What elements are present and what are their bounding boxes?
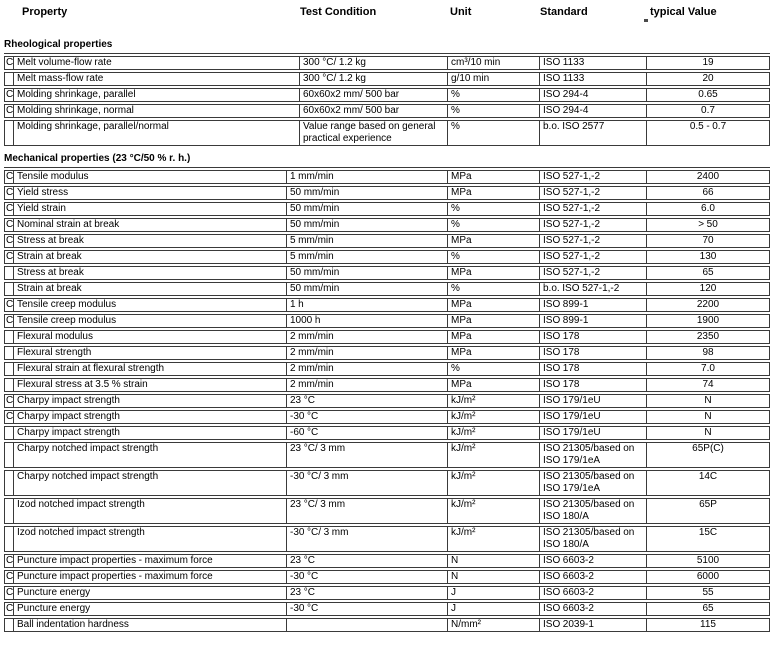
test-condition-cell: -30 °C <box>287 602 448 616</box>
property-cell: Flexural strength <box>14 346 287 360</box>
standard-cell: ISO 527-1,-2 <box>540 202 647 216</box>
unit-cell: % <box>448 104 540 118</box>
column-header-property: Property <box>22 6 68 18</box>
campus-flag-cell: C <box>6 411 14 422</box>
table-row <box>4 266 770 280</box>
table-row <box>4 218 770 232</box>
property-cell: Flexural strain at flexural strength <box>14 362 287 376</box>
typical-value-cell: 0.65 <box>647 88 770 102</box>
column-header-test-condition: Test Condition <box>300 6 377 18</box>
unit-cell: % <box>448 88 540 102</box>
property-section <box>4 153 770 634</box>
table-row <box>4 330 770 344</box>
unit-cell: % <box>448 202 540 216</box>
test-condition-cell: 60x60x2 mm/ 500 bar <box>300 88 448 102</box>
table-row <box>4 410 770 424</box>
standard-cell: ISO 527-1,-2 <box>540 170 647 184</box>
campus-flag-cell: C <box>6 315 14 326</box>
campus-flag-cell: C <box>6 395 14 406</box>
standard-cell: ISO 21305/based on ISO 180/A <box>540 498 647 524</box>
campus-flag-cell: C <box>6 187 14 198</box>
unit-cell: % <box>448 362 540 376</box>
property-cell: Charpy impact strength <box>14 410 287 424</box>
campus-flag-cell: C <box>6 555 14 566</box>
campus-flag-cell <box>4 470 14 496</box>
unit-cell: MPa <box>448 186 540 200</box>
table-row <box>4 378 770 392</box>
property-cell: Melt volume-flow rate <box>14 56 300 70</box>
table-row <box>4 56 770 70</box>
table-row <box>4 602 770 616</box>
test-condition-cell: 2 mm/min <box>287 378 448 392</box>
campus-flag-cell: C <box>6 203 14 214</box>
campus-flag-cell <box>4 330 14 344</box>
typical-value-cell: 120 <box>647 282 770 296</box>
typical-value-cell: 20 <box>647 72 770 86</box>
property-cell: Yield stress <box>14 186 287 200</box>
campus-flag-cell <box>4 426 14 440</box>
unit-cell: MPa <box>448 298 540 312</box>
standard-cell: b.o. ISO 527-1,-2 <box>540 282 647 296</box>
property-table <box>4 54 770 148</box>
property-cell: Charpy impact strength <box>14 394 287 408</box>
property-section <box>4 39 770 148</box>
test-condition-cell: -30 °C <box>287 410 448 424</box>
standard-cell: ISO 6603-2 <box>540 602 647 616</box>
property-cell: Molding shrinkage, parallel/normal <box>14 120 300 146</box>
standard-cell: ISO 1133 <box>540 56 647 70</box>
campus-flag-cell <box>4 120 14 146</box>
typical-value-cell: 115 <box>647 618 770 632</box>
property-cell: Nominal strain at break <box>14 218 287 232</box>
standard-cell: ISO 899-1 <box>540 298 647 312</box>
typical-value-cell: 19 <box>647 56 770 70</box>
test-condition-cell: 23 °C/ 3 mm <box>287 498 448 524</box>
table-row <box>4 298 770 312</box>
unit-cell: J <box>448 602 540 616</box>
property-cell: Strain at break <box>14 250 287 264</box>
campus-flag-cell: C <box>6 57 14 68</box>
unit-cell: % <box>448 218 540 232</box>
artifact-dot <box>644 19 648 22</box>
standard-cell: ISO 6603-2 <box>540 570 647 584</box>
typical-value-cell: 6.0 <box>647 202 770 216</box>
test-condition-cell: Value range based on general practical experience <box>300 120 448 146</box>
test-condition-cell <box>287 618 448 632</box>
table-row <box>4 250 770 264</box>
property-cell: Stress at break <box>14 266 287 280</box>
unit-cell: N <box>448 554 540 568</box>
test-condition-cell: 50 mm/min <box>287 282 448 296</box>
typical-value-cell: 0.7 <box>647 104 770 118</box>
test-condition-cell: 23 °C <box>287 394 448 408</box>
campus-flag-cell <box>4 442 14 468</box>
test-condition-cell: 50 mm/min <box>287 186 448 200</box>
test-condition-cell: 50 mm/min <box>287 218 448 232</box>
property-cell: Tensile creep modulus <box>14 298 287 312</box>
typical-value-cell: 5100 <box>647 554 770 568</box>
table-row <box>4 346 770 360</box>
typical-value-cell: 7.0 <box>647 362 770 376</box>
test-condition-cell: 1000 h <box>287 314 448 328</box>
unit-cell: kJ/m² <box>448 410 540 424</box>
table-row <box>4 570 770 584</box>
standard-cell: ISO 527-1,-2 <box>540 266 647 280</box>
typical-value-cell: > 50 <box>647 218 770 232</box>
standard-cell: ISO 1133 <box>540 72 647 86</box>
unit-cell: % <box>448 282 540 296</box>
unit-cell: N/mm² <box>448 618 540 632</box>
test-condition-cell: 60x60x2 mm/ 500 bar <box>300 104 448 118</box>
property-cell: Charpy notched impact strength <box>14 442 287 468</box>
property-cell: Charpy impact strength <box>14 426 287 440</box>
standard-cell: ISO 527-1,-2 <box>540 218 647 232</box>
campus-flag-cell: C <box>6 219 14 230</box>
standard-cell: b.o. ISO 2577 <box>540 120 647 146</box>
property-cell: Izod notched impact strength <box>14 498 287 524</box>
property-cell: Strain at break <box>14 282 287 296</box>
property-cell: Puncture energy <box>14 586 287 600</box>
unit-cell: J <box>448 586 540 600</box>
table-row <box>4 442 770 468</box>
test-condition-cell: 50 mm/min <box>287 266 448 280</box>
unit-cell: % <box>448 120 540 146</box>
table-row <box>4 498 770 524</box>
test-condition-cell: 5 mm/min <box>287 250 448 264</box>
property-cell: Flexural stress at 3.5 % strain <box>14 378 287 392</box>
typical-value-cell: 14C <box>647 470 770 496</box>
section-title: Rheological properties <box>4 39 770 54</box>
campus-flag-cell <box>4 72 14 86</box>
typical-value-cell: N <box>647 394 770 408</box>
campus-flag-cell <box>4 266 14 280</box>
section-title: Mechanical properties (23 °C/50 % r. h.) <box>4 153 770 168</box>
table-row <box>4 618 770 632</box>
unit-cell: kJ/m² <box>448 394 540 408</box>
unit-cell: % <box>448 250 540 264</box>
typical-value-cell: 66 <box>647 186 770 200</box>
property-cell: Izod notched impact strength <box>14 526 287 552</box>
typical-value-cell: 65P <box>647 498 770 524</box>
table-header <box>4 4 770 19</box>
test-condition-cell: 23 °C <box>287 554 448 568</box>
test-condition-cell: 23 °C/ 3 mm <box>287 442 448 468</box>
table-row <box>4 362 770 376</box>
campus-flag-cell: C <box>6 587 14 598</box>
table-row <box>4 72 770 86</box>
standard-cell: ISO 527-1,-2 <box>540 234 647 248</box>
unit-cell: g/10 min <box>448 72 540 86</box>
standard-cell: ISO 21305/based on ISO 179/1eA <box>540 442 647 468</box>
table-row <box>4 202 770 216</box>
standard-cell: ISO 179/1eU <box>540 394 647 408</box>
property-cell: Charpy notched impact strength <box>14 470 287 496</box>
table-row <box>4 282 770 296</box>
unit-cell: kJ/m² <box>448 498 540 524</box>
sections-container <box>4 39 770 634</box>
property-cell: Molding shrinkage, normal <box>14 104 300 118</box>
test-condition-cell: 2 mm/min <box>287 362 448 376</box>
standard-cell: ISO 178 <box>540 378 647 392</box>
test-condition-cell: 300 °C/ 1.2 kg <box>300 56 448 70</box>
standard-cell: ISO 179/1eU <box>540 410 647 424</box>
unit-cell: MPa <box>448 266 540 280</box>
campus-flag-cell <box>4 346 14 360</box>
standard-cell: ISO 899-1 <box>540 314 647 328</box>
standard-cell: ISO 178 <box>540 362 647 376</box>
standard-cell: ISO 21305/based on ISO 179/1eA <box>540 470 647 496</box>
campus-flag-cell: C <box>6 251 14 262</box>
test-condition-cell: 2 mm/min <box>287 330 448 344</box>
typical-value-cell: 6000 <box>647 570 770 584</box>
typical-value-cell: 15C <box>647 526 770 552</box>
table-row <box>4 526 770 552</box>
standard-cell: ISO 2039-1 <box>540 618 647 632</box>
test-condition-cell: -60 °C <box>287 426 448 440</box>
typical-value-cell: 2200 <box>647 298 770 312</box>
property-cell: Melt mass-flow rate <box>14 72 300 86</box>
property-cell: Puncture impact properties - maximum force <box>14 554 287 568</box>
typical-value-cell: 2350 <box>647 330 770 344</box>
unit-cell: MPa <box>448 378 540 392</box>
unit-cell: kJ/m² <box>448 426 540 440</box>
campus-flag-cell: C <box>6 171 14 182</box>
property-cell: Stress at break <box>14 234 287 248</box>
campus-flag-cell: C <box>6 571 14 582</box>
unit-cell: MPa <box>448 234 540 248</box>
unit-cell: MPa <box>448 170 540 184</box>
campus-flag-cell: C <box>6 299 14 310</box>
table-row <box>4 88 770 102</box>
table-row <box>4 234 770 248</box>
table-row <box>4 554 770 568</box>
standard-cell: ISO 527-1,-2 <box>540 250 647 264</box>
typical-value-cell: 130 <box>647 250 770 264</box>
typical-value-cell: 65P(C) <box>647 442 770 468</box>
property-cell: Flexural modulus <box>14 330 287 344</box>
standard-cell: ISO 6603-2 <box>540 586 647 600</box>
property-cell: Yield strain <box>14 202 287 216</box>
table-row <box>4 170 770 184</box>
typical-value-cell: N <box>647 426 770 440</box>
property-cell: Puncture impact properties - maximum force <box>14 570 287 584</box>
unit-cell: cm³/10 min <box>448 56 540 70</box>
property-cell: Ball indentation hardness <box>14 618 287 632</box>
campus-flag-cell: C <box>6 89 14 100</box>
property-cell: Molding shrinkage, parallel <box>14 88 300 102</box>
test-condition-cell: 2 mm/min <box>287 346 448 360</box>
test-condition-cell: -30 °C/ 3 mm <box>287 470 448 496</box>
table-row <box>4 120 770 146</box>
campus-flag-cell <box>4 378 14 392</box>
unit-cell: MPa <box>448 314 540 328</box>
typical-value-cell: 74 <box>647 378 770 392</box>
campus-flag-cell <box>4 282 14 296</box>
test-condition-cell: 50 mm/min <box>287 202 448 216</box>
typical-value-cell: 0.5 - 0.7 <box>647 120 770 146</box>
table-row <box>4 394 770 408</box>
test-condition-cell: 1 h <box>287 298 448 312</box>
unit-cell: MPa <box>448 346 540 360</box>
campus-flag-cell <box>4 618 14 632</box>
unit-cell: N <box>448 570 540 584</box>
typical-value-cell: N <box>647 410 770 424</box>
table-row <box>4 104 770 118</box>
standard-cell: ISO 178 <box>540 346 647 360</box>
test-condition-cell: 1 mm/min <box>287 170 448 184</box>
campus-flag-cell <box>4 362 14 376</box>
standard-cell: ISO 527-1,-2 <box>540 186 647 200</box>
standard-cell: ISO 294-4 <box>540 88 647 102</box>
standard-cell: ISO 6603-2 <box>540 554 647 568</box>
property-cell: Puncture energy <box>14 602 287 616</box>
standard-cell: ISO 179/1eU <box>540 426 647 440</box>
table-row <box>4 470 770 496</box>
unit-cell: kJ/m² <box>448 470 540 496</box>
typical-value-cell: 98 <box>647 346 770 360</box>
test-condition-cell: -30 °C <box>287 570 448 584</box>
campus-flag-cell <box>4 498 14 524</box>
column-header-standard: Standard <box>540 6 588 18</box>
typical-value-cell: 65 <box>647 602 770 616</box>
typical-value-cell: 1900 <box>647 314 770 328</box>
typical-value-cell: 55 <box>647 586 770 600</box>
table-row <box>4 586 770 600</box>
unit-cell: MPa <box>448 330 540 344</box>
unit-cell: kJ/m² <box>448 442 540 468</box>
property-cell: Tensile creep modulus <box>14 314 287 328</box>
test-condition-cell: 23 °C <box>287 586 448 600</box>
campus-flag-cell: C <box>6 603 14 614</box>
campus-flag-cell: C <box>6 235 14 246</box>
table-row <box>4 426 770 440</box>
property-table <box>4 168 770 634</box>
standard-cell: ISO 294-4 <box>540 104 647 118</box>
campus-flag-cell: C <box>6 105 14 116</box>
campus-flag-cell <box>4 526 14 552</box>
standard-cell: ISO 178 <box>540 330 647 344</box>
typical-value-cell: 65 <box>647 266 770 280</box>
test-condition-cell: -30 °C/ 3 mm <box>287 526 448 552</box>
table-row <box>4 186 770 200</box>
typical-value-cell: 2400 <box>647 170 770 184</box>
unit-cell: kJ/m² <box>448 526 540 552</box>
test-condition-cell: 5 mm/min <box>287 234 448 248</box>
column-header-unit: Unit <box>450 6 472 18</box>
property-cell: Tensile modulus <box>14 170 287 184</box>
typical-value-cell: 70 <box>647 234 770 248</box>
standard-cell: ISO 21305/based on ISO 180/A <box>540 526 647 552</box>
column-header-typical-value: typical Value <box>650 6 717 18</box>
table-row <box>4 314 770 328</box>
test-condition-cell: 300 °C/ 1.2 kg <box>300 72 448 86</box>
